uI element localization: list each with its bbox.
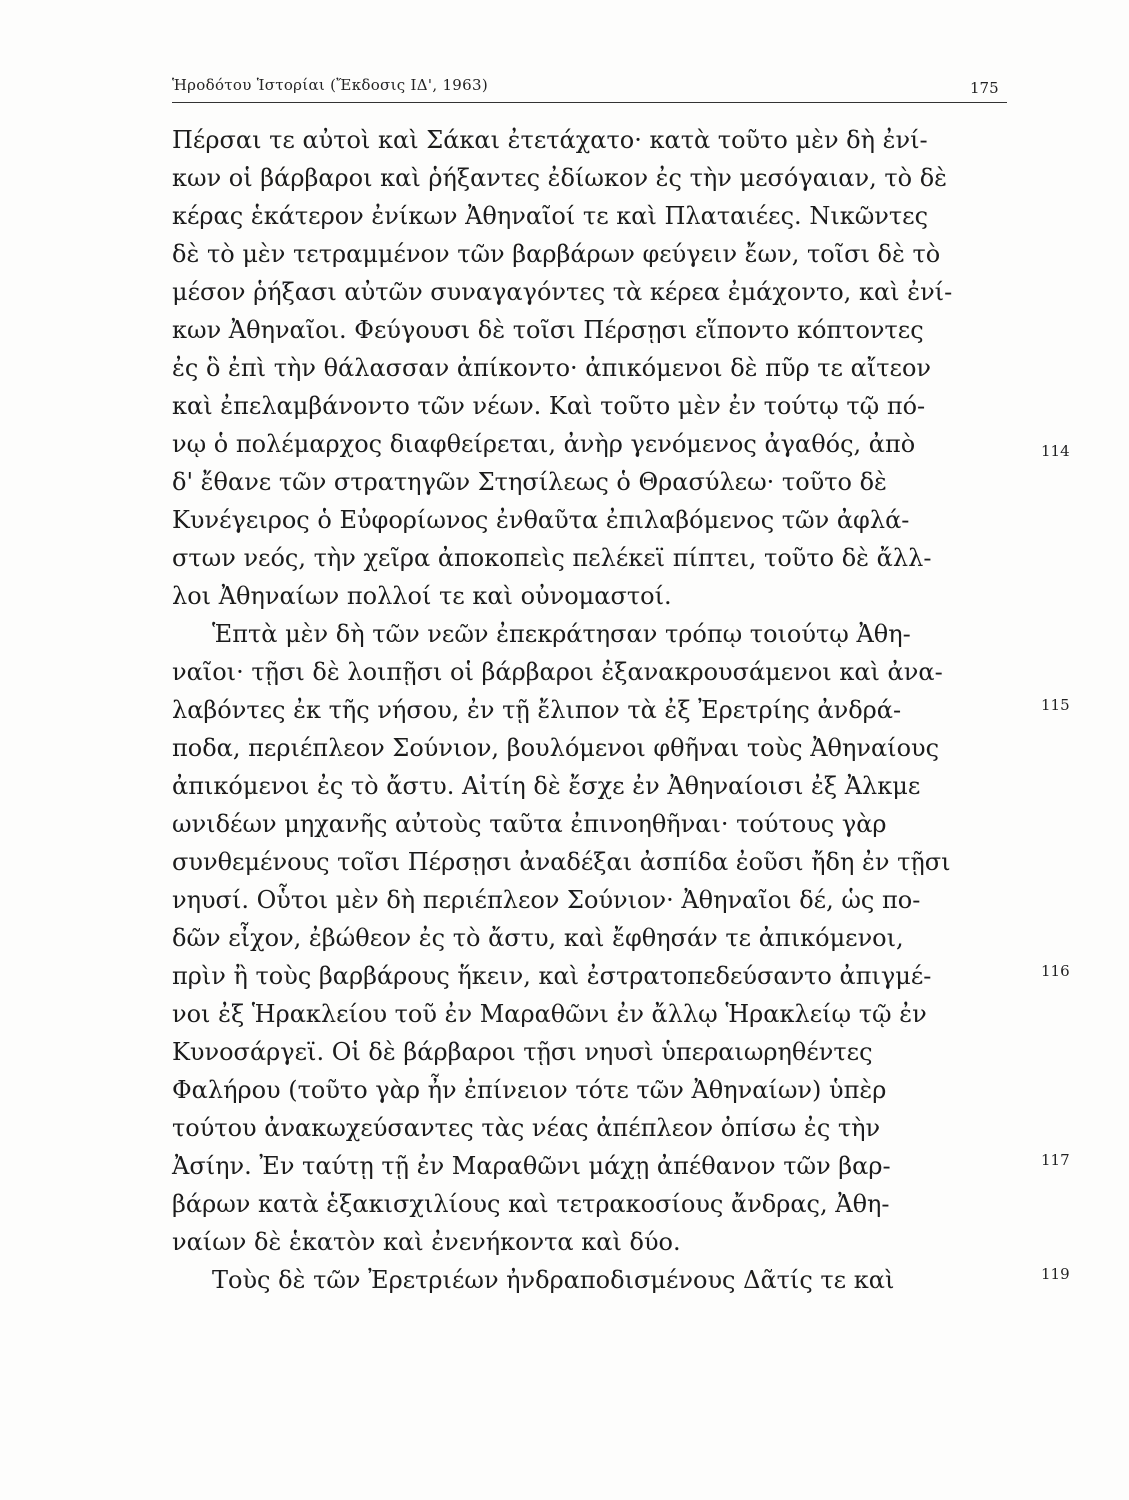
text-line-indented: Τοὺς δὲ τῶν Ἐρετριέων ἠνδραποδισμένους Δᾶτίς τε καὶ	[212, 1266, 895, 1294]
text-line: Πέρσαι τε αὐτοὶ καὶ Σάκαι ἐτετάχατο· κατὰ τοῦτο μὲν δὴ ἐνί-	[172, 126, 928, 154]
text-line: καὶ ἐπελαμβάνοντο τῶν νέων. Καὶ τοῦτο μὲν ἐν τούτῳ τῷ πό-	[172, 392, 926, 420]
text-line: βάρων κατὰ ἑξακισχιλίους καὶ τετρακοσίους ἄνδρας, Ἀθη-	[172, 1190, 890, 1218]
text-line: Ἀσίην. Ἐν ταύτῃ τῇ ἐν Μαραθῶνι μάχῃ ἀπέθανον τῶν βαρ-	[172, 1152, 891, 1180]
chapter-number: 119	[1041, 1265, 1070, 1283]
chapter-number: 117	[1041, 1151, 1070, 1169]
chapter-number: 114	[1041, 442, 1070, 460]
text-line: Φαλήρου (τοῦτο γὰρ ἦν ἐπίνειον τότε τῶν Ἀθηναίων) ὑπὲρ	[172, 1076, 887, 1104]
text-line: δὲ τὸ μὲν τετραμμένον τῶν βαρβάρων φεύγειν ἔων, τοῖσι δὲ τὸ	[172, 240, 941, 268]
text-line-indented: Ἑπτὰ μὲν δὴ τῶν νεῶν ἐπεκράτησαν τρόπῳ τοιούτῳ Ἀθη-	[212, 620, 911, 648]
text-line: κων Ἀθηναῖοι. Φεύγουσι δὲ τοῖσι Πέρσῃσι εἵποντο κόπτοντες	[172, 316, 924, 344]
text-line: νῳ ὁ πολέμαρχος διαφθείρεται, ἀνὴρ γενόμενος ἀγαθός, ἀπὸ	[172, 430, 916, 458]
text-line: λαβόντες ἐκ τῆς νήσου, ἐν τῇ ἔλιπον τὰ ἐξ Ἐρετρίης ἀνδρά-	[172, 696, 902, 724]
text-line: λοι Ἀθηναίων πολλοί τε καὶ οὐνομαστοί.	[172, 582, 672, 610]
text-line: μέσον ῥήξασι αὐτῶν συναγαγόντες τὰ κέρεα ἐμάχοντο, καὶ ἐνί-	[172, 278, 953, 306]
text-line: ναῖοι· τῇσι δὲ λοιπῇσι οἱ βάρβαροι ἐξανακρουσάμενοι καὶ ἀνα-	[172, 658, 943, 686]
text-line: ποδα, περιέπλεον Σούνιον, βουλόμενοι φθῆναι τοὺς Ἀθηναίους	[172, 734, 940, 762]
chapter-number: 115	[1041, 696, 1070, 714]
text-line: δῶν εἶχον, ἐβώθεον ἐς τὸ ἄστυ, καὶ ἔφθησάν τε ἀπικόμενοι,	[172, 924, 904, 952]
text-line: στων νεός, τὴν χεῖρα ἀποκοπεὶς πελέκεϊ πίπτει, τοῦτο δὲ ἄλλ-	[172, 544, 932, 572]
text-line: ἐς ὃ ἐπὶ τὴν θάλασσαν ἀπίκοντο· ἀπικόμενοι δὲ πῦρ τε αἴτεον	[172, 354, 931, 382]
text-line: νηυσί. Οὗτοι μὲν δὴ περιέπλεον Σούνιον· Ἀθηναῖοι δέ, ὡς πο-	[172, 886, 921, 914]
text-line: Κυνοσάργεϊ. Οἱ δὲ βάρβαροι τῇσι νηυσὶ ὑπεραιωρηθέντες	[172, 1038, 873, 1066]
text-line: πρὶν ἢ τοὺς βαρβάρους ἥκειν, καὶ ἐστρατοπεδεύσαντο ἀπιγμέ-	[172, 962, 932, 990]
text-line: συνθεμένους τοῖσι Πέρσῃσι ἀναδέξαι ἀσπίδα ἐοῦσι ἤδη ἐν τῇσι	[172, 848, 951, 876]
text-line: νοι ἐξ Ἡρακλείου τοῦ ἐν Μαραθῶνι ἐν ἄλλῳ Ἡρακλείῳ τῷ ἐν	[172, 1000, 927, 1028]
header-rule	[172, 102, 1007, 103]
text-line: κέρας ἑκάτερον ἐνίκων Ἀθηναῖοί τε καὶ Πλαταιέες. Νικῶντες	[172, 202, 929, 230]
text-line: ἀπικόμενοι ἐς τὸ ἄστυ. Αἰτίη δὲ ἔσχε ἐν Ἀθηναίοισι ἐξ Ἀλκμε	[172, 772, 921, 800]
text-line: τούτου ἀνακωχεύσαντες τὰς νέας ἀπέπλεον ὀπίσω ἐς τὴν	[172, 1114, 881, 1142]
text-line: ναίων δὲ ἑκατὸν καὶ ἐνενήκοντα καὶ δύο.	[172, 1228, 681, 1256]
page-number: 175	[970, 79, 999, 97]
running-head: Ἡροδότου Ἱστορίαι (Ἔκδοσις ΙΔ', 1963)	[172, 76, 488, 94]
text-line: Κυνέγειρος ὁ Εὐφορίωνος ἐνθαῦτα ἐπιλαβόμενος τῶν ἀφλά-	[172, 506, 910, 534]
chapter-number: 116	[1041, 962, 1070, 980]
text-line: δ' ἔθανε τῶν στρατηγῶν Στησίλεως ὁ Θρασύλεω· τοῦτο δὲ	[172, 468, 887, 496]
text-line: κων οἱ βάρβαροι καὶ ῥήξαντες ἐδίωκον ἐς τὴν μεσόγαιαν, τὸ δὲ	[172, 164, 948, 192]
text-line: ωνιδέων μηχανῆς αὐτοὺς ταῦτα ἐπινοηθῆναι· τούτους γὰρ	[172, 810, 887, 838]
